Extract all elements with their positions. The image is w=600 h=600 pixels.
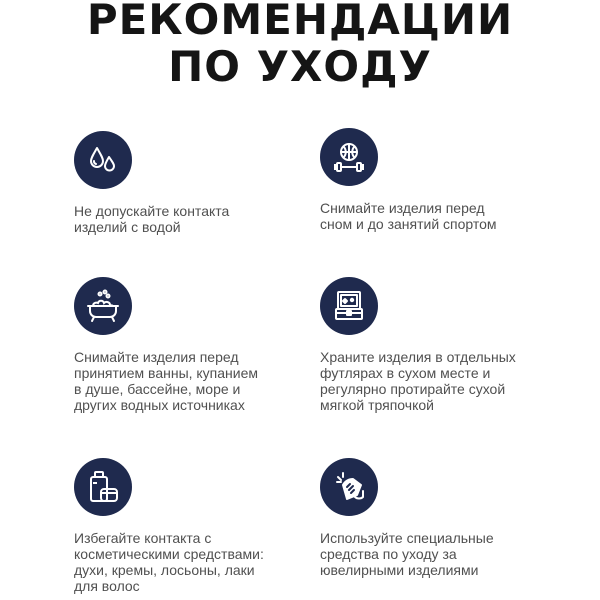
jewelry-box-icon — [320, 277, 378, 335]
care-tip-storage — [320, 277, 550, 413]
care-tip-text: Храните изделия в отдельных футлярах в сухом месте и регулярно протирайте сухой мягкой тряпочкой — [320, 349, 516, 413]
page-title — [0, 0, 600, 90]
care-tip-text: Снимайте изделия перед сном и до занятий спортом — [320, 200, 497, 232]
title-line-1: РЕКОМЕНДАЦИИ — [86, 0, 514, 44]
care-tip-cleaning — [320, 458, 550, 578]
care-tip-text: Снимайте изделия перед принятием ванны, купанием в душе, бассейне, море и других водных источниках — [74, 349, 259, 413]
care-tip-sport — [320, 128, 550, 232]
cleaning-cloth-icon — [320, 458, 378, 516]
care-tip-text: Используйте специальные средства по уходу за ювелирными изделиями — [320, 530, 494, 578]
care-tip-bath — [74, 277, 304, 413]
care-tip-water — [74, 131, 304, 235]
care-tip-text: Избегайте контакта с косметическими средствами: духи, кремы, лосьоны, лаки для волос — [74, 530, 264, 594]
sport-icon — [320, 128, 378, 186]
title-line-2: ПО УХОДУ — [168, 42, 432, 91]
care-tip-cosmetics — [74, 458, 304, 594]
bathtub-icon — [74, 277, 132, 335]
cosmetics-icon — [74, 458, 132, 516]
care-tip-text: Не допускайте контакта изделий с водой — [74, 203, 230, 235]
water-drops-icon — [74, 131, 132, 189]
